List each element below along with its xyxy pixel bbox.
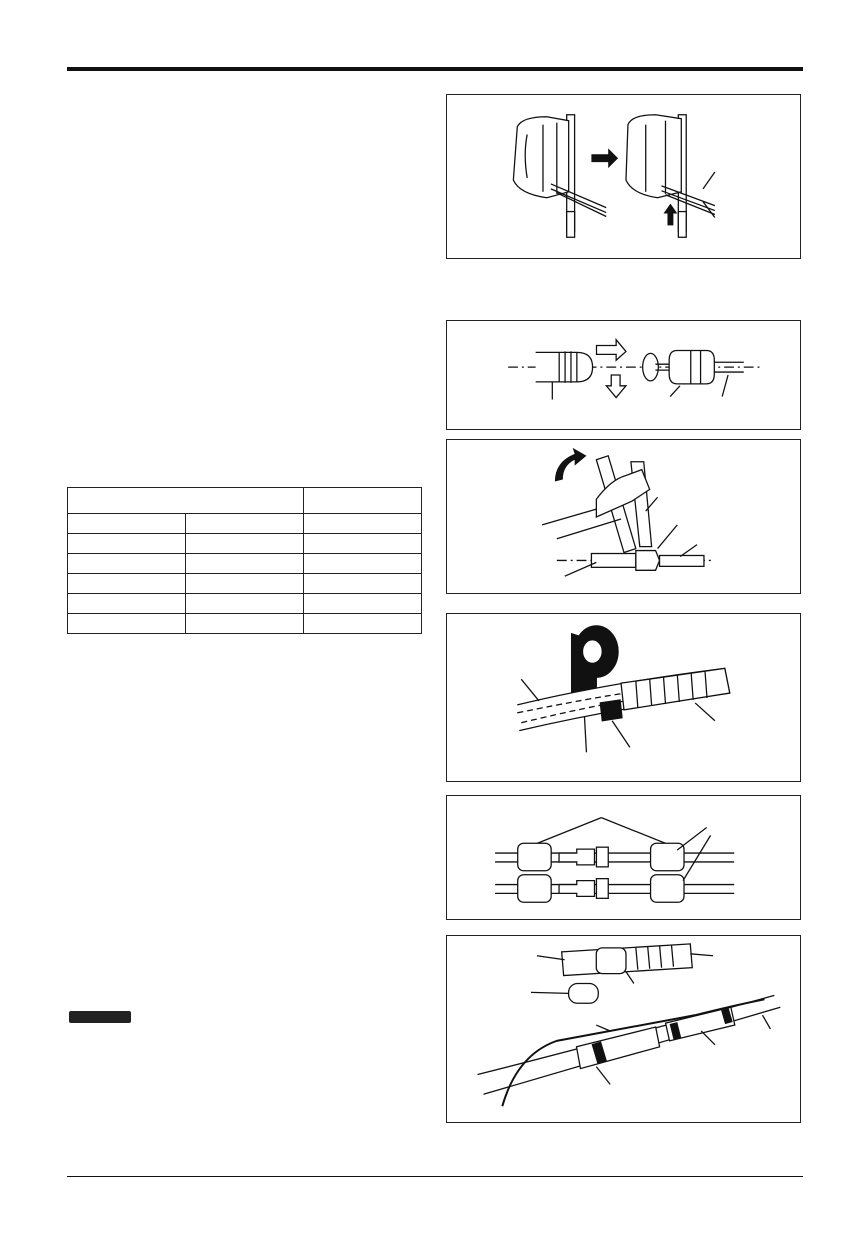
figure-insulation-wrapping (446, 613, 801, 782)
figure-pipe-bundle-taping (446, 935, 801, 1123)
insulation-tape-wrap-icon (447, 614, 800, 781)
indoor-unit-hook-icon (447, 95, 800, 258)
table-cell (304, 594, 422, 614)
header-rule (67, 67, 803, 71)
table-cell (68, 554, 186, 574)
table-cell (68, 614, 186, 634)
pipe-bundle-tape-icon (447, 936, 800, 1122)
figure-wrench-tightening (446, 439, 801, 594)
pipe-joint-insulation-icon (447, 796, 800, 919)
table-row (68, 614, 422, 634)
wrench-tighten-icon (447, 440, 800, 593)
table-cell (68, 594, 186, 614)
table-row (68, 574, 422, 594)
table-cell (304, 554, 422, 574)
table-cell (186, 614, 304, 634)
table-cell (186, 554, 304, 574)
spec-table (67, 487, 422, 634)
table-row (68, 534, 422, 554)
table-cell (186, 534, 304, 554)
flare-nut-connect-icon (447, 321, 800, 429)
table-row (68, 554, 422, 574)
table-header-cell (68, 488, 304, 514)
figure-indoor-unit-mounting (446, 94, 801, 259)
table-header-cell (304, 488, 422, 514)
table-cell (304, 534, 422, 554)
note-badge (69, 1011, 131, 1023)
table-row (68, 514, 422, 534)
figure-pipe-joint-insulation (446, 795, 801, 920)
table-cell (304, 514, 422, 534)
table-cell (186, 514, 304, 534)
table-cell (304, 614, 422, 634)
table-cell (68, 574, 186, 594)
figure-flare-connection (446, 320, 801, 430)
table-cell (186, 574, 304, 594)
table-cell (68, 534, 186, 554)
table-cell (304, 574, 422, 594)
table-cell (186, 594, 304, 614)
table-header-row (68, 488, 422, 514)
table-row (68, 594, 422, 614)
table-cell (68, 514, 186, 534)
footer-rule (67, 1176, 803, 1177)
